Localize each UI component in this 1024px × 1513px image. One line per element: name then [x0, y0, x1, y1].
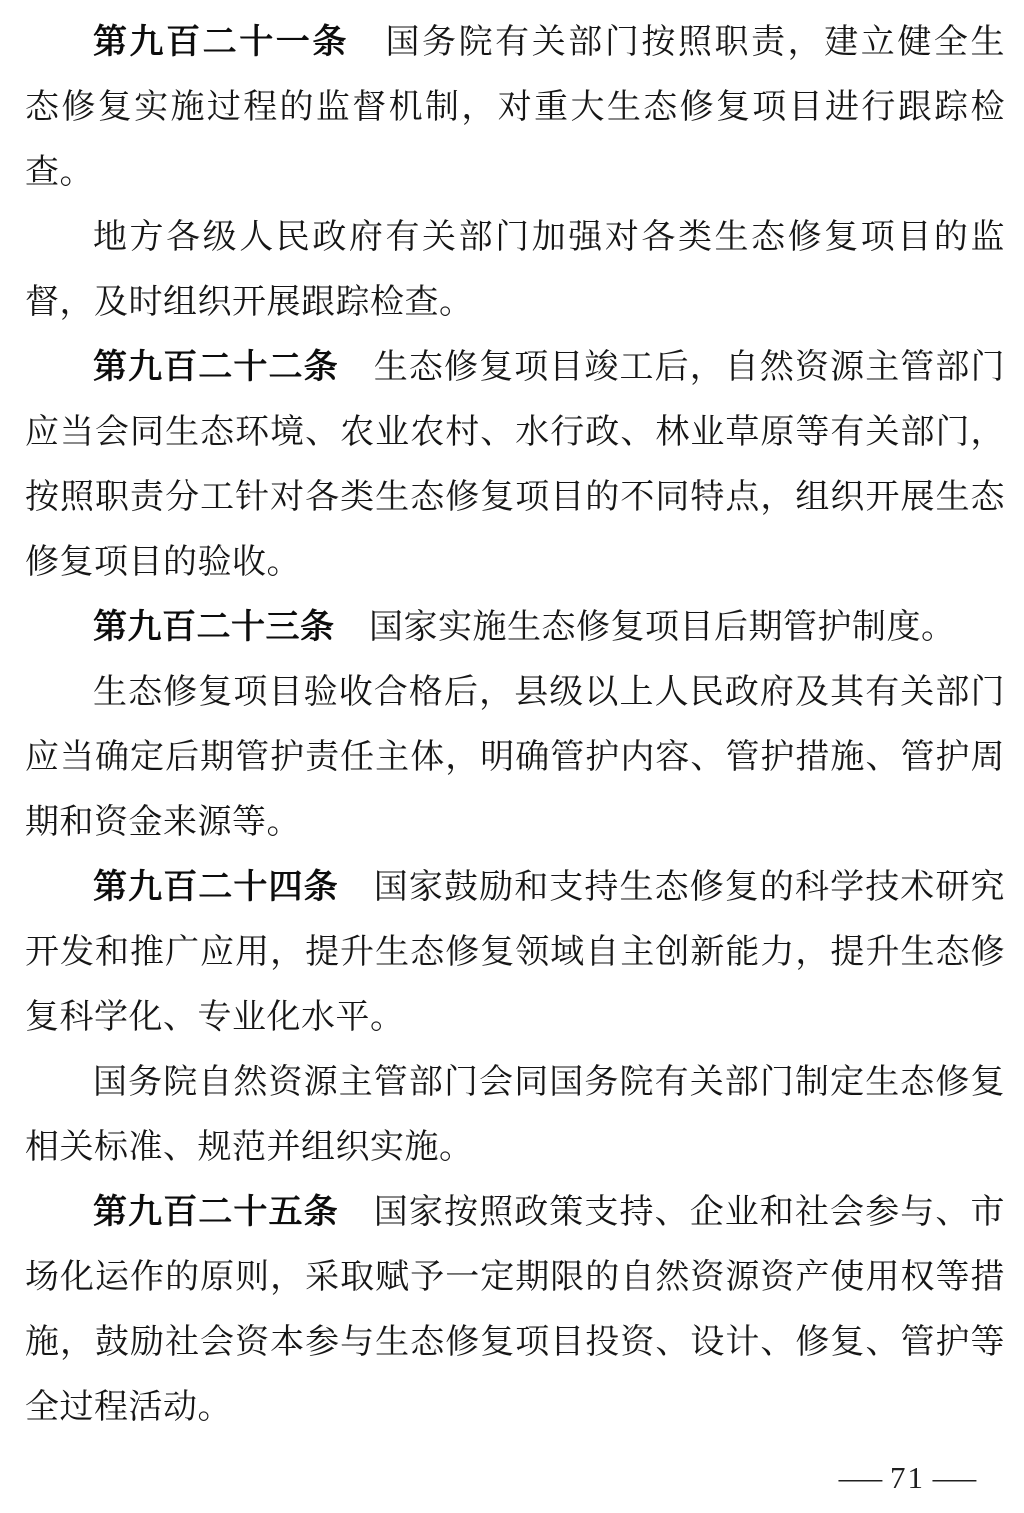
- line-text: 督，及时组织开展跟踪检查。: [25, 284, 474, 321]
- line-text: 施，鼓励社会资本参与生态修复项目投资、设计、修复、管护等: [25, 1324, 1005, 1361]
- text-line: [25, 1115, 1005, 1180]
- line-text: 国家鼓励和支持生态修复的科学技术研究: [338, 869, 1006, 906]
- line-text: 修复项目的验收。: [25, 544, 301, 581]
- line-text: 按照职责分工针对各类生态修复项目的不同特点，组织开展生态: [25, 479, 1005, 516]
- text-line: [25, 530, 1005, 595]
- line-text: 相关标准、规范并组织实施。: [25, 1129, 474, 1166]
- text-line: [25, 595, 1005, 660]
- text-line: [25, 400, 1005, 465]
- line-text: 态修复实施过程的监督机制，对重大生态修复项目进行跟踪检: [25, 89, 1005, 126]
- article-number: 第九百二十四条: [93, 869, 339, 906]
- text-line: [25, 920, 1005, 985]
- text-line: [25, 75, 1005, 140]
- line-text: 全过程活动。: [25, 1389, 232, 1426]
- text-line: [25, 10, 1005, 75]
- text-line: [25, 725, 1005, 790]
- text-line: [25, 855, 1005, 920]
- article-number: 第九百二十一条: [93, 24, 349, 61]
- article-number: 第九百二十二条: [93, 349, 339, 386]
- line-text: 国家按照政策支持、企业和社会参与、市: [338, 1194, 1006, 1231]
- article-number: 第九百二十三条: [93, 609, 335, 646]
- line-text: 查。: [25, 154, 94, 191]
- footer-right-dash: —: [932, 1460, 977, 1495]
- page-number: 71: [890, 1460, 925, 1495]
- text-line: [25, 270, 1005, 335]
- line-text: 生态修复项目验收合格后，县级以上人民政府及其有关部门: [93, 674, 1005, 711]
- line-text: 国务院有关部门按照职责，建立健全生: [348, 24, 1005, 61]
- line-text: 国家实施生态修复项目后期管护制度。: [334, 609, 956, 646]
- text-line: [25, 335, 1005, 400]
- footer-left-dash: —: [838, 1460, 883, 1495]
- text-line: [25, 1180, 1005, 1245]
- text-line: [25, 1310, 1005, 1375]
- text-line: [25, 1050, 1005, 1115]
- text-line: [25, 660, 1005, 725]
- line-text: 期和资金来源等。: [25, 804, 301, 841]
- document-body: [25, 10, 1005, 1440]
- article-number: 第九百二十五条: [93, 1194, 339, 1231]
- text-line: [25, 140, 1005, 205]
- line-text: 地方各级人民政府有关部门加强对各类生态修复项目的监: [93, 219, 1005, 256]
- line-text: 应当确定后期管护责任主体，明确管护内容、管护措施、管护周: [25, 739, 1005, 776]
- line-text: 应当会同生态环境、农业农村、水行政、林业草原等有关部门，: [25, 414, 1005, 451]
- text-line: [25, 1245, 1005, 1310]
- line-text: 场化运作的原则，采取赋予一定期限的自然资源资产使用权等措: [25, 1259, 1005, 1296]
- text-line: [25, 985, 1005, 1050]
- line-text: 开发和推广应用，提升生态修复领域自主创新能力，提升生态修: [25, 934, 1005, 971]
- line-text: 生态修复项目竣工后，自然资源主管部门: [338, 349, 1006, 386]
- text-line: [25, 1375, 1005, 1440]
- text-line: [25, 465, 1005, 530]
- text-line: [25, 790, 1005, 855]
- line-text: 国务院自然资源主管部门会同国务院有关部门制定生态修复: [93, 1064, 1005, 1101]
- line-text: 复科学化、专业化水平。: [25, 999, 405, 1036]
- page-footer: [831, 1458, 984, 1498]
- text-line: [25, 205, 1005, 270]
